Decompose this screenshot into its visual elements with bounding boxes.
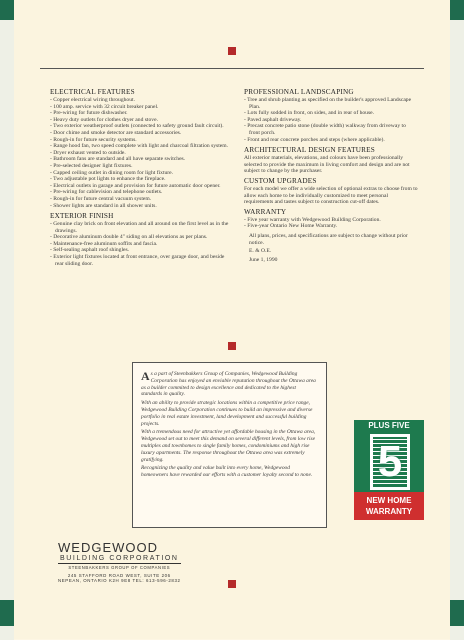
about-box (132, 362, 327, 528)
list-item: - Two adjustable pot lights to enhance the fireplace. (50, 176, 234, 183)
corner-tr (450, 0, 464, 20)
company-name: WEDGEWOOD (58, 540, 158, 555)
red-square-mid (228, 342, 236, 350)
logo-top-text: PLUS FIVE (368, 421, 410, 430)
warranty-title: WARRANTY (244, 207, 287, 216)
list-item: - Decorative aluminum double 4" siding on all elevations as per plans. (50, 234, 234, 241)
list-item: - Electrical outlets in garage and provision for future automatic door opener. (50, 183, 234, 190)
date: June 1, 1990 (249, 256, 278, 263)
logo-bottom-line1: NEW HOME (366, 496, 412, 505)
electrical-title: ELECTRICAL FEATURES (50, 88, 135, 96)
list-item: - Exterior light fixtures located at front entrance, over garage door, and beside rear sliding door. (50, 254, 234, 267)
architectural-text: All exterior materials, elevations, and colours have been professionally selected to provide the maximum in living comfort and design and are not subject to change by the purchaser. (244, 155, 410, 175)
list-item: - Pre-wiring for future dishwasher. (50, 110, 234, 117)
list-item: - Shower lights are standard in all shower units. (50, 203, 234, 210)
list-item: - Maintenance-free aluminum soffits and fascia. (50, 241, 234, 248)
about-p3: With a tremendous need for attractive yet affordable housing in the Ottawa area, Wedgewood set out to meet this demand on several different levels, from low rise multiples and townhomes to single family homes, condominiums and high rise luxury apartments. The response throughout the Ottawa area was extremely gratifying. (141, 429, 316, 463)
company-group: STEENBAKKERS GROUP OF COMPANIES (58, 563, 181, 570)
logo-bottom (354, 492, 424, 520)
list-item: - Heavy duty outlets for clothes dryer and stove. (50, 117, 234, 124)
warranty-logo (354, 420, 424, 520)
about-p4: Recognizing the quality and value built into every home, Wedgewood homeowners have rewarded our efforts with a customer loyalty second to none. (141, 465, 313, 479)
logo-bottom-line2: WARRANTY (365, 507, 413, 516)
list-item: - Five year warranty with Wedgewood Building Corporation. (244, 217, 418, 224)
red-square-top (228, 47, 236, 55)
about-p2: With an ability to provide strategic locations within a competitive price range, Wedgewood Building Corporation continues to build an impressive and diverse portfolio in real estate investment, land development and successful building projects. (141, 400, 313, 427)
list-item: - Dryer exhaust vented to outside. (50, 150, 234, 157)
custom-title: CUSTOM UPGRADES (244, 176, 317, 185)
list-item: - Five-year Ontario New Home Warranty. (244, 223, 418, 230)
list-item: - Capped ceiling outlet in dining room for light fixture. (50, 170, 234, 177)
corner-br (450, 600, 464, 626)
list-item: - Copper electrical wiring throughout. (50, 97, 234, 104)
exterior-title: EXTERIOR FINISH (50, 212, 114, 221)
list-item: - Pre-selected designer light fixtures. (50, 163, 234, 170)
list-item: - Front and rear concrete porches and steps (where applicable). (244, 137, 418, 144)
list-item: - Precast concrete patio stone (double width) walkway from driveway to front porch. (244, 123, 418, 136)
dropcap: A (141, 369, 150, 383)
corner-bl (0, 600, 14, 626)
exterior-list (50, 221, 234, 267)
right-column (244, 88, 418, 265)
right-band (450, 20, 464, 640)
architectural-title: ARCHITECTURAL DESIGN FEATURES (244, 146, 375, 155)
landscaping-title: PROFESSIONAL LANDSCAPING (244, 88, 354, 96)
list-item: - Bathroom fans are standard and all have separate switches. (50, 156, 234, 163)
list-item: - Pre-wiring for cablevision and telephone outlets. (50, 189, 234, 196)
logo-digit: 5 (377, 437, 403, 486)
list-item: - Two exterior weatherproof outlets (connected to safety ground fault circuit). (50, 123, 234, 130)
top-rule (40, 68, 424, 69)
custom-text: For each model we offer a wide selection of optional extras to choose from to allow each home to be individually customized to meet personal requirements and tastes subject to construction cut-off dates. (244, 185, 418, 206)
list-item: - Tree and shrub planting as specified on the builder's approved Landscape Plan. (244, 97, 418, 110)
warranty-note: All plans, prices, and specifications are subject to change without prior notice. (249, 232, 408, 246)
left-column (50, 88, 234, 270)
list-item: - 100 amp. service with 32 circuit breaker panel. (50, 104, 234, 111)
landscaping-list (244, 97, 418, 143)
left-band (0, 20, 14, 640)
company-sub: BUILDING CORPORATION (59, 555, 179, 562)
list-item: - Lots fully sodded in front, on sides, and in rear of house. (244, 110, 418, 117)
corner-tl (0, 0, 14, 20)
list-item: - Rough-in for future central vacuum system. (50, 196, 234, 203)
red-square-bottom (228, 580, 236, 588)
about-p1 (141, 371, 318, 398)
list-item: - Range hood fan, two speed complete with light and charcoal filtration system. (50, 143, 234, 150)
list-item: - Rough-in for future security systems. (50, 137, 234, 144)
list-item: - Genuine clay brick on front elevation and all around on the first level as in the drawings. (50, 221, 234, 234)
company-address-2: NEPEAN, ONTARIO K2H 9E8 TEL: 613-596-2832 (58, 578, 181, 583)
company-address-1: 245 STAFFORD ROAD WEST, SUITE 206 (67, 573, 171, 578)
warranty-list (244, 217, 418, 230)
about-p1-text: s a part of Steenbakkers Group of Companies, Wedgewood Building Corporation has enjoyed an enviable reputation throughout the Ottawa area as a builder commited to design excellence and dedicated to the highest standards in quality. (141, 371, 316, 398)
electrical-list (50, 97, 234, 209)
list-item: - Self-sealing asphalt roof shingles. (50, 247, 234, 254)
list-item: - Door chime and smoke detector are standard accessories. (50, 130, 234, 137)
company-block (58, 540, 181, 583)
eoe: E. & O.E. (249, 248, 272, 255)
five-numeral-icon (370, 434, 410, 490)
list-item: - Paved asphalt driveway. (244, 117, 418, 124)
